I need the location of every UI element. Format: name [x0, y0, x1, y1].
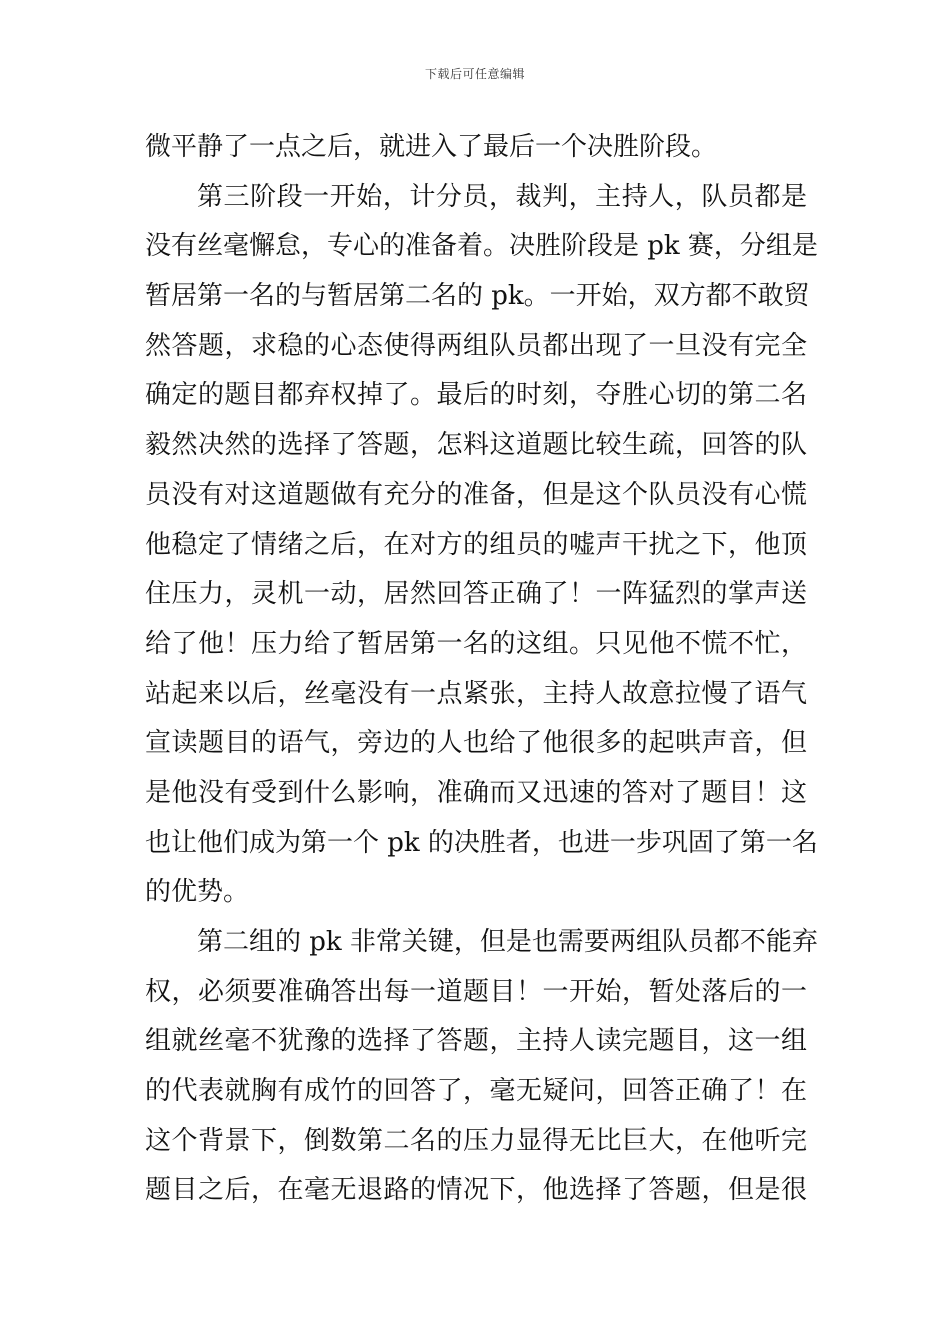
text-line: 组就丝毫不犹豫的选择了答题，主持人读完题目，这一组: [145, 1026, 807, 1057]
text-line: 毅然决然的选择了答题，怎料这道题比较生疏，回答的队: [145, 430, 807, 461]
text-line: 题目之后，在毫无退路的情况下，他选择了答题，但是很: [145, 1175, 807, 1206]
text-line: 确定的题目都弃权掉了。最后的时刻，夺胜心切的第二名: [145, 380, 807, 411]
text-line: 也让他们成为第一个 pk 的决胜者，也进一步巩固了第一名: [145, 827, 818, 858]
text-line: 暂居第一名的与暂居第二名的 pk。一开始，双方都不敢贸: [145, 281, 810, 312]
text-line: 员没有对这道题做有充分的准备，但是这个队员没有心慌: [145, 479, 807, 510]
text-line: 的代表就胸有成竹的回答了，毫无疑问，回答正确了！在: [145, 1076, 807, 1107]
text-line: 站起来以后，丝毫没有一点紧张，主持人故意拉慢了语气: [145, 678, 807, 709]
text-line: 住压力，灵机一动，居然回答正确了！一阵猛烈的掌声送: [145, 579, 807, 610]
text-line: 第三阶段一开始，计分员，裁判，主持人，队员都是: [197, 181, 807, 212]
text-line: 微平静了一点之后，就进入了最后一个决胜阶段。: [145, 132, 718, 162]
text-line: 这个背景下，倒数第二名的压力显得无比巨大，在他听完: [145, 1125, 807, 1156]
text-line: 的优势。: [145, 877, 250, 908]
text-line: 宣读题目的语气，旁边的人也给了他很多的起哄声音，但: [145, 728, 807, 759]
text-line: 第二组的 pk 非常关键，但是也需要两组队员都不能弃: [197, 927, 818, 957]
text-line: 权，必须要准确答出每一道题目！一开始，暂处落后的一: [145, 976, 807, 1007]
text-line: 他稳定了情绪之后，在对方的组员的嘘声干扰之下，他顶: [145, 529, 807, 560]
text-line: 给了他！压力给了暂居第一名的这组。只见他不慌不忙，: [145, 628, 807, 659]
document-body: [145, 123, 818, 1216]
text-line: 然答题，求稳的心态使得两组队员都出现了一旦没有完全: [145, 330, 807, 361]
text-line: 是他没有受到什么影响，准确而又迅速的答对了题目！这: [145, 777, 807, 808]
text-line: 没有丝毫懈怠，专心的准备着。决胜阶段是 pk 赛，分组是: [145, 231, 818, 262]
page-header: 下载后可任意编辑: [424, 67, 525, 81]
